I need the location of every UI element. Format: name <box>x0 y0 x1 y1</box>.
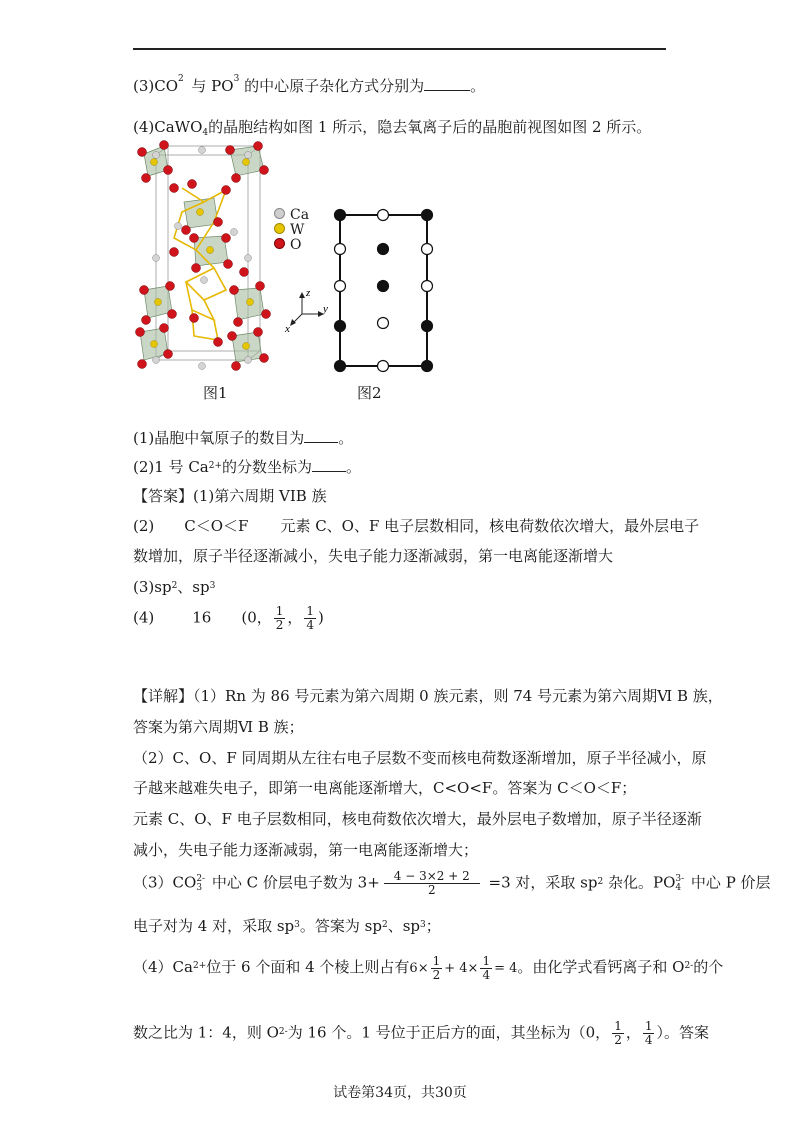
answer-4-frac-quarter <box>304 605 316 632</box>
detail-p3-fraction <box>384 870 480 897</box>
legend-label-ca: Ca <box>290 207 310 223</box>
eq-frac-quarter <box>480 955 492 982</box>
answer-2-text-2: 数增加，原子半径逐渐减小，失电子能力逐渐减弱，第一电离能逐渐增大 <box>133 547 614 565</box>
detail-p2-c: 元素 C、O、F 电子层数相同，核电荷数依次增大，最外层电子数增加，原子半径逐渐 <box>133 810 702 828</box>
frac-num: 4 − 3×2 + 2 <box>384 870 480 884</box>
page-footer: 试卷第34页，共30页 <box>333 1085 467 1101</box>
frac-num: 1 <box>644 1019 653 1033</box>
eq-frac-half <box>431 955 443 982</box>
detail-p5-comma: ， <box>625 1023 641 1042</box>
sub2-end: 。 <box>346 458 362 476</box>
answer-3-a: (3)sp <box>133 578 172 596</box>
q3-ion1-charge: 2 <box>178 74 184 84</box>
detail-p3-a: （3）CO <box>133 873 197 892</box>
frac-den: 4 <box>306 618 315 632</box>
figure-1-crystal-cell <box>134 140 284 375</box>
co3-subscript: 3 <box>196 882 203 893</box>
answer-2-num: (2) <box>133 517 155 535</box>
detail-p2-a: （2）C、O、F 同周期从左往右电子层数不变而核电荷数逐渐增加，原子半径减小，原 <box>133 749 707 767</box>
ca-legend-dot <box>274 208 285 219</box>
sub2-answer-blank <box>312 457 346 472</box>
answer-2-text-1: 元素 C、O、F 电子层数相同，核电荷数依次增大，最外层电子 <box>280 517 700 535</box>
answer-4-frac-half <box>274 605 286 632</box>
q3-ion2-charge: 3 <box>233 74 240 84</box>
detail-line-3 <box>133 747 707 768</box>
o-legend-dot <box>274 238 285 249</box>
detail-p4-a-sup: 2+ <box>192 961 207 971</box>
figure-2-caption: 图2 <box>357 384 382 402</box>
detail-p3-d: 杂化。PO <box>603 873 676 892</box>
detail-line-10 <box>133 1020 709 1047</box>
detail-label: 【详解】 <box>133 687 194 705</box>
detail-p3-g: 。答案为 sp <box>299 917 382 935</box>
detail-p2-d: 减小，失电子能力逐渐减弱，第一电离能逐渐增大； <box>133 841 479 859</box>
answer-4-coord-open: (0， <box>241 608 272 627</box>
detail-line-6 <box>133 839 478 860</box>
answer-label: 【答案】 <box>133 487 194 505</box>
detail-p3-h-sup: 3 <box>420 920 426 930</box>
frac-num: 1 <box>275 604 284 618</box>
detail-p4-c: 。由化学式看钙离子和 O <box>517 958 685 976</box>
legend-item-ca <box>274 208 309 223</box>
answer-2-relation: C＜O＜F <box>184 517 249 535</box>
frac-den: 4 <box>482 968 491 982</box>
answer-line-2 <box>133 515 699 536</box>
detail-p3-h: 、sp <box>387 917 421 935</box>
q3-answer-blank <box>424 76 470 91</box>
detail-p3-b: 中心 C 价层电子数为 3+ <box>207 873 380 892</box>
axis-x-label: x <box>285 323 290 334</box>
q4-text-c: 的晶胞结构如图 1 所示，隐去氧离子后的晶胞前视图如图 2 所示。 <box>208 118 652 136</box>
co3-charge: 2- <box>196 873 206 884</box>
sub-question-2 <box>133 456 361 477</box>
eq-part-2: + 4× <box>444 961 479 976</box>
sub2-text-b: 的分数坐标为 <box>222 458 313 476</box>
answer-line-1 <box>133 485 327 506</box>
detail-p3-c: =3 对，采取 sp <box>483 873 598 892</box>
answer-4-comma: ， <box>287 608 303 627</box>
figure-1-caption: 图1 <box>203 384 228 402</box>
eq-part-1: 6× <box>409 961 429 976</box>
detail-p4-d: 的个 <box>693 958 724 976</box>
detail-p5-frac-half <box>612 1020 624 1047</box>
answer-3-sep: 、sp <box>177 578 210 596</box>
question-3 <box>133 75 485 96</box>
frac-num: 1 <box>432 954 441 968</box>
ca-positions <box>335 210 433 372</box>
answer-4-value: 16 <box>192 608 212 627</box>
figure-2-front-view <box>332 208 436 374</box>
frac-num: 1 <box>482 954 491 968</box>
legend-label-o: O <box>290 237 302 253</box>
legend-item-o <box>274 238 309 253</box>
frac-den: 4 <box>644 1033 653 1047</box>
detail-p2-b: 子越来越难失电子，即第一电离能逐渐增大，C<O<F。答案为 C＜O＜F； <box>133 779 637 797</box>
q3-suffix: 的中心原子杂化方式分别为 <box>239 77 425 95</box>
detail-p3-e: 中心 P 价层 <box>686 873 771 892</box>
detail-p4-b: 位于 6 个面和 4 个棱上则占有 <box>206 958 410 976</box>
detail-p5-a: 数之比为 1：4，则 O <box>133 1023 279 1042</box>
sub1-text: (1)晶胞中氧原子的数目为 <box>133 429 305 447</box>
answer-4-num: (4) <box>133 608 155 627</box>
frac-den: 2 <box>275 618 284 632</box>
frac-num: 1 <box>306 604 315 618</box>
axes-indicator <box>284 286 332 334</box>
q3-prefix: (3)CO <box>133 77 179 95</box>
detail-line-7 <box>133 870 771 897</box>
q3-end: 。 <box>470 77 486 95</box>
header-rule <box>133 48 666 50</box>
q4-sub: 4 <box>202 128 209 138</box>
answer-1: (1)第六周期 VIB 族 <box>193 487 327 505</box>
detail-line-8 <box>133 915 441 936</box>
detail-p3-i: ； <box>425 917 441 935</box>
sub1-end: 。 <box>338 429 354 447</box>
detail-p3-f: 电子对为 4 对，采取 sp <box>133 917 295 935</box>
detail-p1-b: 答案为第六周期Ⅵ B 族； <box>133 718 304 736</box>
sub1-answer-blank <box>304 428 338 443</box>
legend-item-w <box>274 223 309 238</box>
detail-line-5 <box>133 808 702 829</box>
sub-question-1 <box>133 427 353 448</box>
sub2-charge: 2+ <box>208 461 223 471</box>
detail-p4-equation <box>409 954 518 982</box>
legend <box>274 208 309 253</box>
axis-y-label: y <box>323 303 328 315</box>
answer-line-4 <box>133 576 215 597</box>
po4-subscript: 4 <box>675 882 682 893</box>
sub2-text-a: (2)1 号 Ca <box>133 458 209 476</box>
frac-num: 1 <box>614 1019 622 1033</box>
legend-label-w: W <box>290 222 305 238</box>
eq-part-3: = 4 <box>494 961 518 976</box>
detail-p4-a: （4）Ca <box>133 958 193 976</box>
detail-p5-c: ）。答案 <box>656 1023 709 1042</box>
answer-line-3 <box>133 545 613 566</box>
answer-4-coord-close: ) <box>318 608 324 627</box>
w-legend-dot <box>274 223 285 234</box>
detail-line-2 <box>133 716 304 737</box>
question-4 <box>133 116 651 137</box>
axis-z-label: z <box>306 287 311 299</box>
detail-line-4 <box>133 777 636 798</box>
detail-p5-b: 为 16 个。1 号位于正后方的面，其坐标为（0， <box>287 1023 611 1042</box>
detail-p1-a: （1）Rn 为 86 号元素为第六周期 0 族元素，则 74 号元素为第六周期Ⅵ B 族， <box>193 687 723 705</box>
detail-p3-g-sup: 2 <box>381 920 388 930</box>
detail-p5-frac-quarter <box>643 1020 655 1047</box>
q4-text-a: (4)CaWO <box>133 118 203 136</box>
detail-p5-a-sup: 2- <box>278 1026 288 1037</box>
detail-line-1 <box>133 685 723 706</box>
detail-p3-c-sup: 2 <box>597 876 604 887</box>
po4-charge: 3- <box>675 873 685 884</box>
frac-den: 2 <box>432 968 441 982</box>
frac-den: 2 <box>427 883 436 897</box>
detail-line-9 <box>133 955 723 982</box>
detail-p4-c-sup: 2- <box>684 961 694 971</box>
answer-3-exp-1: 2 <box>171 581 178 591</box>
q3-mid: 与 PO <box>186 77 234 95</box>
answer-3-exp-2: 3 <box>209 581 216 591</box>
frac-den: 2 <box>614 1033 622 1047</box>
detail-p3-f-sup: 3 <box>294 920 300 930</box>
answer-line-5 <box>133 605 324 632</box>
wo4-tetrahedra <box>140 146 264 362</box>
